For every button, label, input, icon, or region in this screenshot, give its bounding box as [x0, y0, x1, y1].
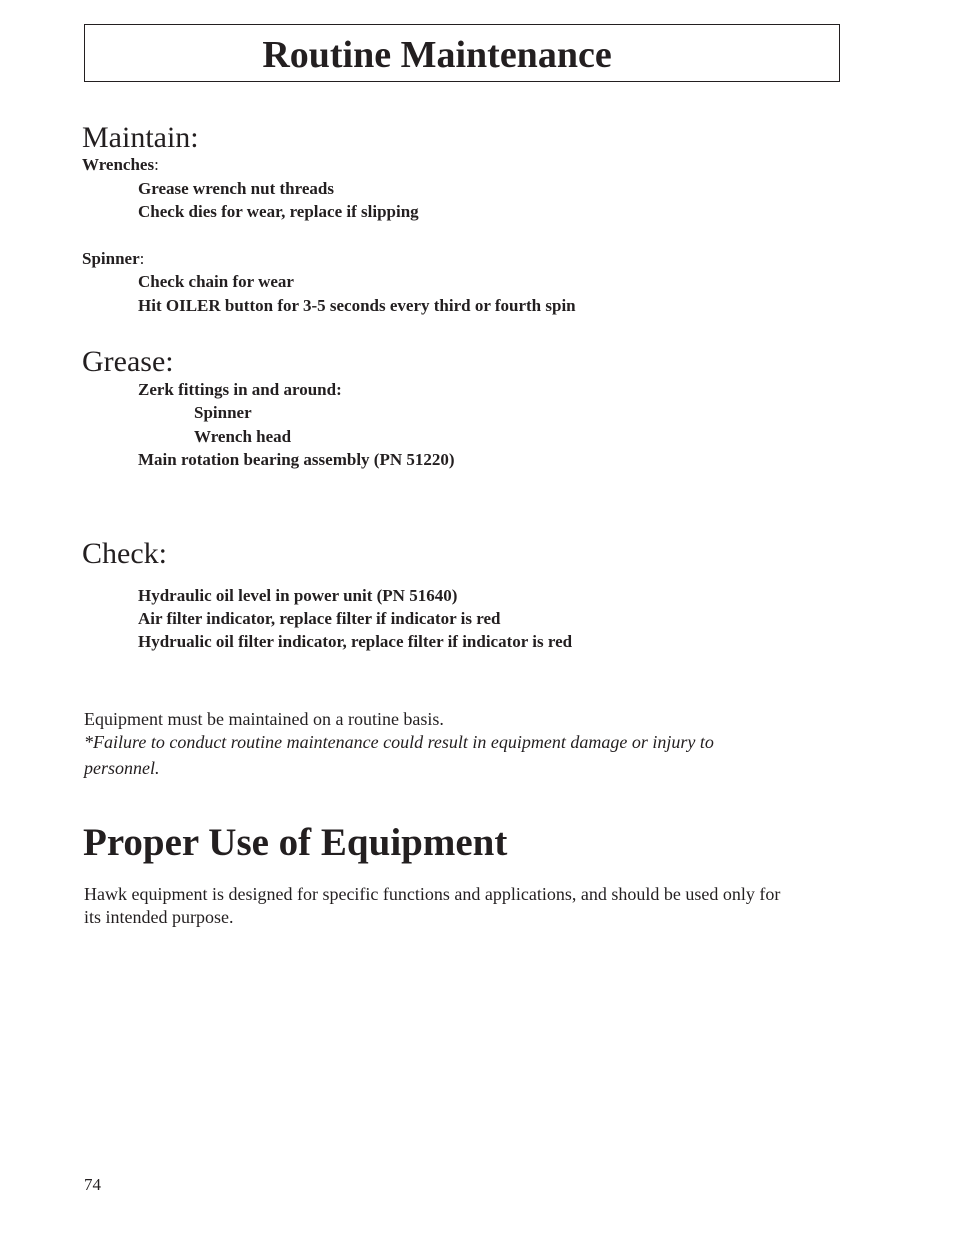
proper-use-line-1: Hawk equipment is designed for specific functions and applications, and should be used only for	[84, 884, 781, 904]
maintain-heading: Maintain:	[82, 121, 199, 154]
spinner-item-1: Check chain for wear	[138, 272, 294, 291]
grease-bearing: Main rotation bearing assembly (PN 51220)	[138, 450, 455, 469]
wrenches-colon: :	[154, 155, 159, 174]
check-item-2: Air filter indicator, replace filter if indicator is red	[138, 609, 501, 628]
check-item-3: Hydrualic oil filter indicator, replace filter if indicator is red	[138, 632, 573, 651]
page-title: Routine Maintenance	[262, 34, 612, 76]
wrenches-item-2: Check dies for wear, replace if slipping	[138, 202, 419, 221]
wrenches-label-text: Wrenches	[82, 155, 155, 174]
grease-heading: Grease:	[82, 345, 174, 378]
spinner-label-text: Spinner	[82, 249, 140, 268]
grease-zerk-item-1: Spinner	[194, 403, 252, 422]
proper-use-heading: Proper Use of Equipment	[83, 821, 508, 864]
title-box	[84, 24, 840, 82]
check-heading: Check:	[82, 537, 167, 570]
check-item-1: Hydraulic oil level in power unit (PN 51640)	[138, 586, 458, 605]
proper-use-line-2: its intended purpose.	[84, 907, 234, 927]
wrenches-item-1: Grease wrench nut threads	[138, 179, 334, 198]
grease-zerk: Zerk fittings in and around:	[138, 380, 342, 399]
warning-line-2: personnel.	[84, 758, 160, 778]
grease-zerk-item-2: Wrench head	[194, 427, 292, 446]
notice-line: Equipment must be maintained on a routine basis.	[84, 709, 444, 729]
spinner-colon: :	[139, 249, 145, 268]
spinner-label	[82, 248, 144, 270]
page-number: 74	[84, 1175, 101, 1194]
spinner-item-2: Hit OILER button for 3-5 seconds every third or fourth spin	[138, 296, 576, 315]
warning-line-1: *Failure to conduct routine maintenance could result in equipment damage or injury to	[84, 732, 714, 752]
wrenches-label	[82, 154, 159, 176]
